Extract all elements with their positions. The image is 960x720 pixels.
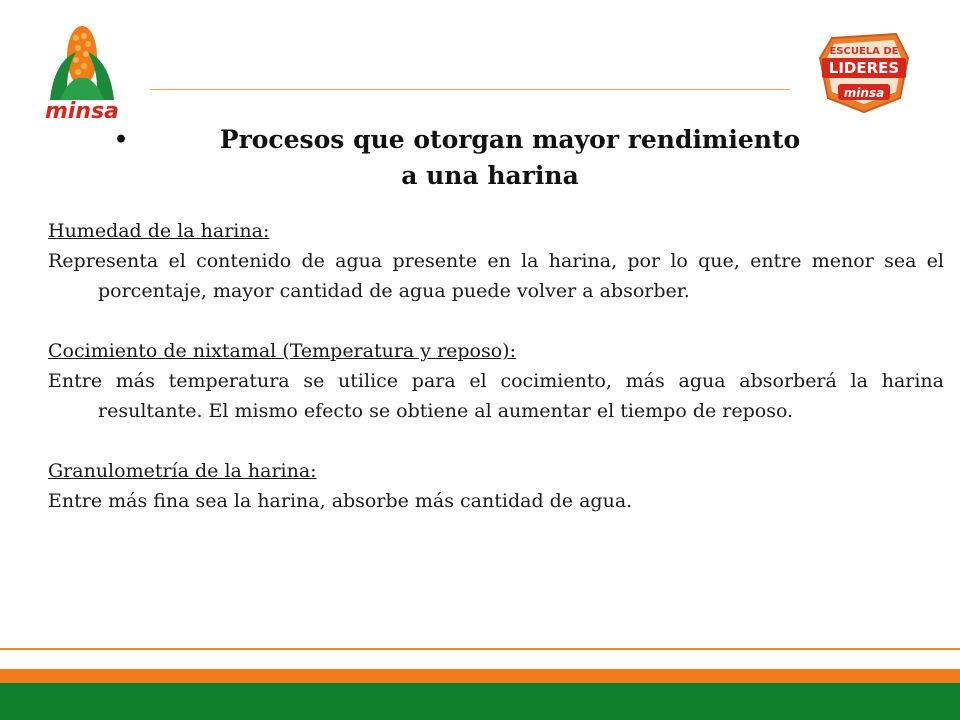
title-line-2: a una harina: [401, 161, 579, 190]
section-text: Representa el contenido de agua presente en la harina, por lo que, entre menor sea el porcentaje, mayor cantidad de agua puede volver a absorber.: [48, 250, 944, 302]
footer-orange-line: [0, 648, 960, 650]
minsa-logo-text: minsa: [44, 99, 120, 122]
section-cocimiento: [48, 336, 944, 426]
title-bullet: •: [114, 127, 129, 153]
section-heading: Cocimiento de nixtamal (Temperatura y reposo):: [48, 340, 516, 362]
badge-lideres-text: LIDERES: [828, 59, 900, 77]
header-divider: [150, 89, 790, 90]
minsa-logo: [30, 22, 134, 122]
footer-orange-band: [0, 669, 960, 683]
section-text: Entre más fina sea la harina, absorbe más cantidad de agua.: [48, 490, 633, 512]
title-line-1: Procesos que otorgan mayor rendimiento: [219, 125, 801, 154]
section-humedad: [48, 216, 944, 306]
section-heading: Granulometría de la harina:: [48, 460, 317, 482]
slide-title: [100, 122, 880, 194]
badge-minsa-text: minsa: [843, 86, 885, 100]
section-granulometria: [48, 456, 944, 516]
escuela-de-lideres-badge: [812, 28, 916, 116]
section-text: Entre más temperatura se utilice para el cocimiento, más agua absorberá la harina resultante. El mismo efecto se obtiene al aumentar el tiempo de reposo.: [48, 370, 944, 422]
section-heading: Humedad de la harina:: [48, 220, 270, 242]
badge-escuela-text: ESCUELA DE: [829, 46, 899, 57]
footer-green-band: [0, 683, 960, 720]
slide-body: [48, 216, 944, 546]
